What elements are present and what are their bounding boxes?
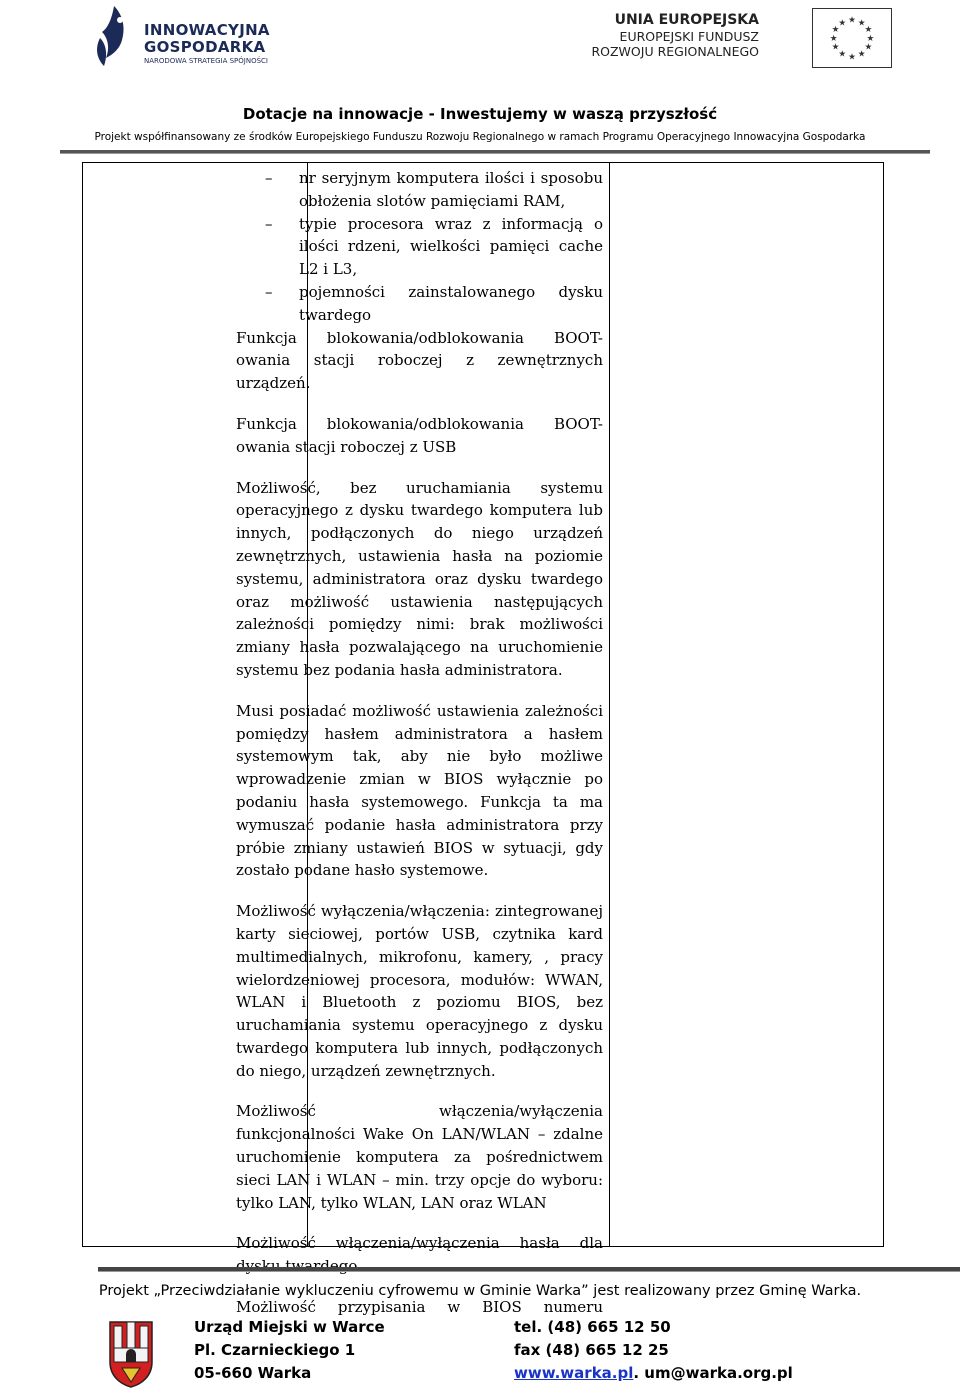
logo-left-line3: NARODOWA STRATEGIA SPÓJNOŚCI bbox=[144, 57, 268, 65]
website-link[interactable]: www.warka.pl bbox=[514, 1364, 634, 1382]
list-item bbox=[236, 213, 603, 281]
logo-left-line2: GOSPODARKA bbox=[144, 38, 266, 56]
paragraph-password-dependency: Musi posiadać możliwość ustawienia zależności pomiędzy hasłem administratora a hasłem systemowym tak, aby nie było możliwe wprowadzenie zmian w BIOS wyłącznie po podaniu hasła systemowego. Funkcja ta ma wymuszać podanie hasła administratora przy próbie zmiany ustawień BIOS w sytuacji, gdy zostało podane hasło systemowe. bbox=[236, 701, 603, 880]
address-line1: Urząd Miejski w Warce bbox=[194, 1318, 385, 1336]
footer-project-text: Projekt „Przeciwdziałanie wykluczeniu cyfrowemu w Gminie Warka” jest realizowany przez Gminę Warka. bbox=[98, 1283, 862, 1299]
warka-coat-of-arms-icon bbox=[108, 1316, 154, 1388]
paragraph-boot-usb: Funkcja blokowania/odblokowania BOOT-owania stacji roboczej z USB bbox=[236, 414, 603, 456]
list-item-text: nr seryjnym komputera ilości i sposobu obłożenia slotów pamięciami RAM, bbox=[299, 169, 603, 210]
paragraph-boot-external: Funkcja blokowania/odblokowania BOOT-owania stacji roboczej z zewnętrznych urządzeń. bbox=[236, 328, 603, 393]
address-line2: Pl. Czarnieckiego 1 bbox=[194, 1341, 356, 1359]
svg-text:★: ★ bbox=[857, 18, 866, 29]
svg-text:★: ★ bbox=[864, 42, 873, 53]
logo-right-line2: EUROPEJSKI FUNDUSZ bbox=[619, 29, 759, 44]
svg-text:★: ★ bbox=[864, 25, 873, 36]
svg-text:★: ★ bbox=[838, 18, 847, 29]
contact-block bbox=[514, 1316, 793, 1385]
list-item bbox=[236, 167, 603, 213]
dash-icon bbox=[265, 167, 273, 190]
paragraph-disable-devices: Możliwość wyłączenia/włączenia: zintegrowanej karty sieciowej, portów USB, czytnika kard multimedialnych, mikrofonu, kamery, , pracy wielordzeniowej procesora, modułów: WWAN, WLAN i Bluetooth z poziomu BIOS, bez uruchamiania systemu operacyjnego z dysku twardego komputera lub innych, podłączonych do niego, urządzeń zewnętrznych. bbox=[236, 902, 603, 1080]
fax-number: fax (48) 665 12 25 bbox=[514, 1341, 669, 1359]
eu-flag-icon bbox=[812, 8, 892, 68]
svg-text:★: ★ bbox=[838, 49, 847, 60]
svg-text:★: ★ bbox=[831, 42, 840, 53]
paragraph-disk-password: Możliwość włączenia/wyłączenia hasła dla bbox=[236, 1234, 603, 1253]
svg-text:★: ★ bbox=[848, 52, 856, 63]
header-subtitle: Projekt współfinansowany ze środków Europejskiego Funduszu Rozwoju Regionalnego w ramach Programu Operacyjnego Innowacyjna Gospodarka bbox=[94, 131, 866, 143]
dash-icon bbox=[265, 281, 273, 304]
svg-text:★: ★ bbox=[831, 25, 840, 36]
list-item-text: typie procesora wraz z informacją o ilości rdzeni, wielkości pamięci cache L2 i L3, bbox=[299, 214, 603, 279]
footer-divider bbox=[98, 1267, 960, 1272]
dash-icon bbox=[265, 213, 273, 236]
eu-logo bbox=[591, 8, 894, 70]
address-line3: 05-660 Warka bbox=[194, 1364, 312, 1382]
address-block bbox=[194, 1316, 385, 1385]
header-title: Dotacje na innowacje - Inwestujemy w waszą przyszłość bbox=[242, 105, 718, 123]
paragraph-bios-number: Możliwość przypisania w BIOS numeru bbox=[236, 1298, 603, 1317]
logo-left-line1: INNOWACYJNA bbox=[144, 21, 270, 39]
svg-text:★: ★ bbox=[866, 33, 875, 44]
phone-number: tel. (48) 665 12 50 bbox=[514, 1318, 671, 1336]
innowacyjna-gospodarka-logo bbox=[92, 4, 292, 68]
innowacyjna-gospodarka-emblem-icon bbox=[92, 4, 136, 68]
paragraph-wake-on-lan: Możliwość włączenia/wyłączenia funkcjonalności Wake On LAN/WLAN – zdalne uruchomienie komputera za pośrednictwem sieci LAN i WLAN – min. trzy opcje do wyboru: tylko LAN, tylko WLAN, LAN oraz WLAN bbox=[236, 1102, 603, 1212]
list-item-text: pojemności zainstalowanego dysku twardego bbox=[299, 282, 603, 324]
svg-text:★: ★ bbox=[857, 49, 866, 60]
svg-text:★: ★ bbox=[829, 33, 838, 44]
list-item bbox=[236, 281, 603, 327]
paragraph-passwords: Możliwość, bez uruchamiania systemu operacyjnego z dysku twardego komputera lub innych, podłączonych do niego urządzeń zewnętrznych, ustawienia hasła na poziomie systemu, administratora oraz dysku twardego oraz możliwość ustawienia następujących zależności pomiędzy nimi: brak możliwości zmiany hasła pozwalającego na uruchomienie systemu bez podania hasła administratora. bbox=[236, 478, 603, 679]
header-divider bbox=[60, 150, 930, 154]
svg-text:★: ★ bbox=[848, 15, 856, 26]
table-column-divider bbox=[609, 163, 610, 1246]
logo-right-line1: UNIA EUROPEJSKA bbox=[614, 12, 759, 28]
logo-right-line3: ROZWOJU REGIONALNEGO bbox=[591, 44, 759, 59]
web-contact-line bbox=[514, 1362, 793, 1385]
requirements-cell bbox=[236, 167, 603, 1319]
email-text: . um@warka.org.pl bbox=[633, 1364, 793, 1382]
